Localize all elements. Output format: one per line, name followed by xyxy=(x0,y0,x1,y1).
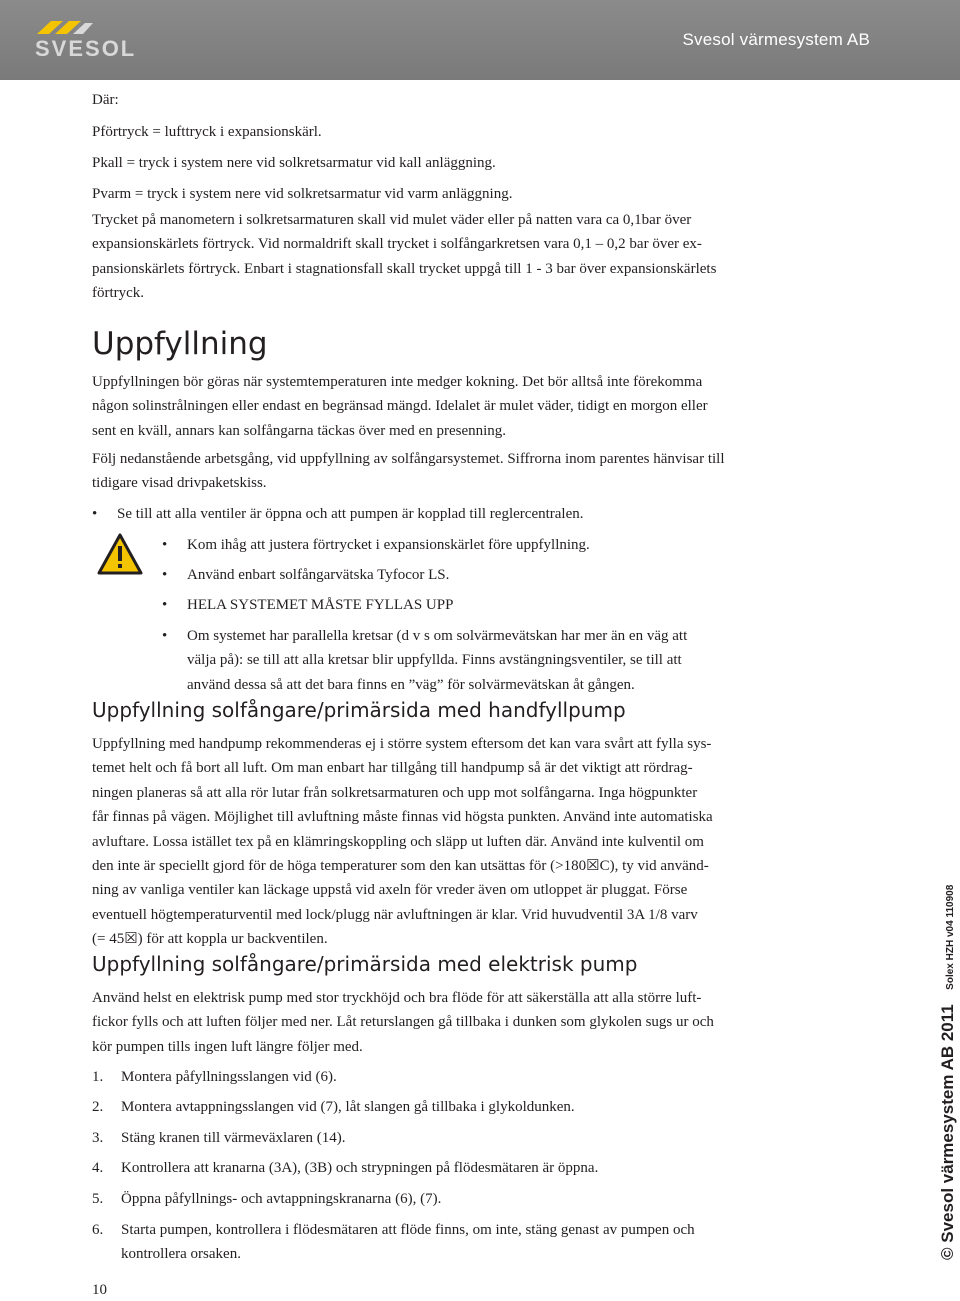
section1-paragraph-1: Uppfyllningen bör göras när systemtemperaturen inte medger kokning. Det bör alltså inte förekomma någon solinstrålningen eller endast en begränsad mängd. Idelalet är mulet väder, tidigt en morgon eller sent en kväll, annars kan solfångarna täckas över med en presenning. xyxy=(92,374,708,439)
copyright-text: © Svesol värmesystem AB 2011 xyxy=(938,1004,957,1260)
bullet-icon: • xyxy=(162,567,168,583)
section1-paragraph-2: Följ nedanstående arbetsgång, vid uppfyllning av solfångarsystemet. Siffrorna inom parentes hänvisar till tidigare visad drivpaketskiss. xyxy=(92,451,725,492)
header-company-title: Svesol värmesystem AB xyxy=(682,30,870,49)
intro-line-pfortryck: Pförtryck = lufttryck i expansionskärl. xyxy=(92,124,322,140)
side-copyright xyxy=(938,885,958,1260)
bullet-icon: • xyxy=(162,537,168,553)
section2-paragraph: Uppfyllning med handpump rekommenderas ej i större system eftersom det kan vara svårt att fylla sys- temet helt och få bort all luft. Om man enbart har tillgång till handpump så är det viktigt att rördrag- ningen planeras så att alla rör lutar från solkretsarmaturen och upp mot solfångarna. Inga högpunkter får finnas på vägen. Möjlighet till avluftning måste finnas vid högsta punkten. Använd inte automatiska avluftare. Lossa istället tex på en klämringskoppling och släpp ut luften där. Använd inte kulventil om den inte är speciellt gjord för de höga temperaturer som den kan utsättas för (>180☒C), ty vid använd- ning av vanliga ventiler kan läckage uppstå vid axeln för vreder även om utloppet är pluggat. Förse eventuell högtemperaturventil med lock/plugg när avluftningen är klar. Vrid huvudventil 3A 1/8 varv (= 45☒) för att koppla ur backventilen. xyxy=(92,736,713,948)
section-heading-handfyllpump: Uppfyllning solfångare/primärsida med handfyllpump xyxy=(92,698,626,722)
document-version: Solex HZH v04 110908 xyxy=(945,884,956,990)
svesol-logo-icon xyxy=(33,16,158,60)
intro-paragraph: Trycket på manometern i solkretsarmaturen skall vid mulet väder eller på natten vara ca 0,1bar över expansionskärlets förtryck. Vid normaldrift skall trycket i solfångarkretsen vara 0,1 – 0,2 bar över ex- pansionskärlets förtryck. Enbart i stagnationsfall skall trycket uppgå till 1 - 3 bar över expansionskärlets förtryck. xyxy=(92,212,717,302)
section-heading-elektrisk-pump: Uppfyllning solfångare/primärsida med elektrisk pump xyxy=(92,952,638,976)
warning-triangle-icon xyxy=(97,533,143,575)
section3-paragraph: Använd helst en elektrisk pump med stor tryckhöjd och bra flöde för att säkerställa att alla större luft- fickor fylls och att luften följer med ner. Låt returslangen gå tillbaka i dunken som glykolen sugs ur och kör pumpen tills ingen luft längre följer med. xyxy=(92,990,714,1055)
intro-line-pkall: Pkall = tryck i system nere vid solkretsarmatur vid kall anläggning. xyxy=(92,155,496,171)
page-number: 10 xyxy=(92,1282,107,1298)
logo-text: SVESOL xyxy=(35,36,137,60)
intro-label: Där: xyxy=(92,92,119,108)
bullet-icon: • xyxy=(162,597,168,613)
page-header xyxy=(0,0,960,80)
bullet-icon: • xyxy=(92,506,98,522)
bullet-icon: • xyxy=(162,628,168,644)
section-heading-uppfyllning: Uppfyllning xyxy=(92,326,268,362)
intro-line-pvarm: Pvarm = tryck i system nere vid solkretsarmatur vid varm anläggning. xyxy=(92,186,513,202)
